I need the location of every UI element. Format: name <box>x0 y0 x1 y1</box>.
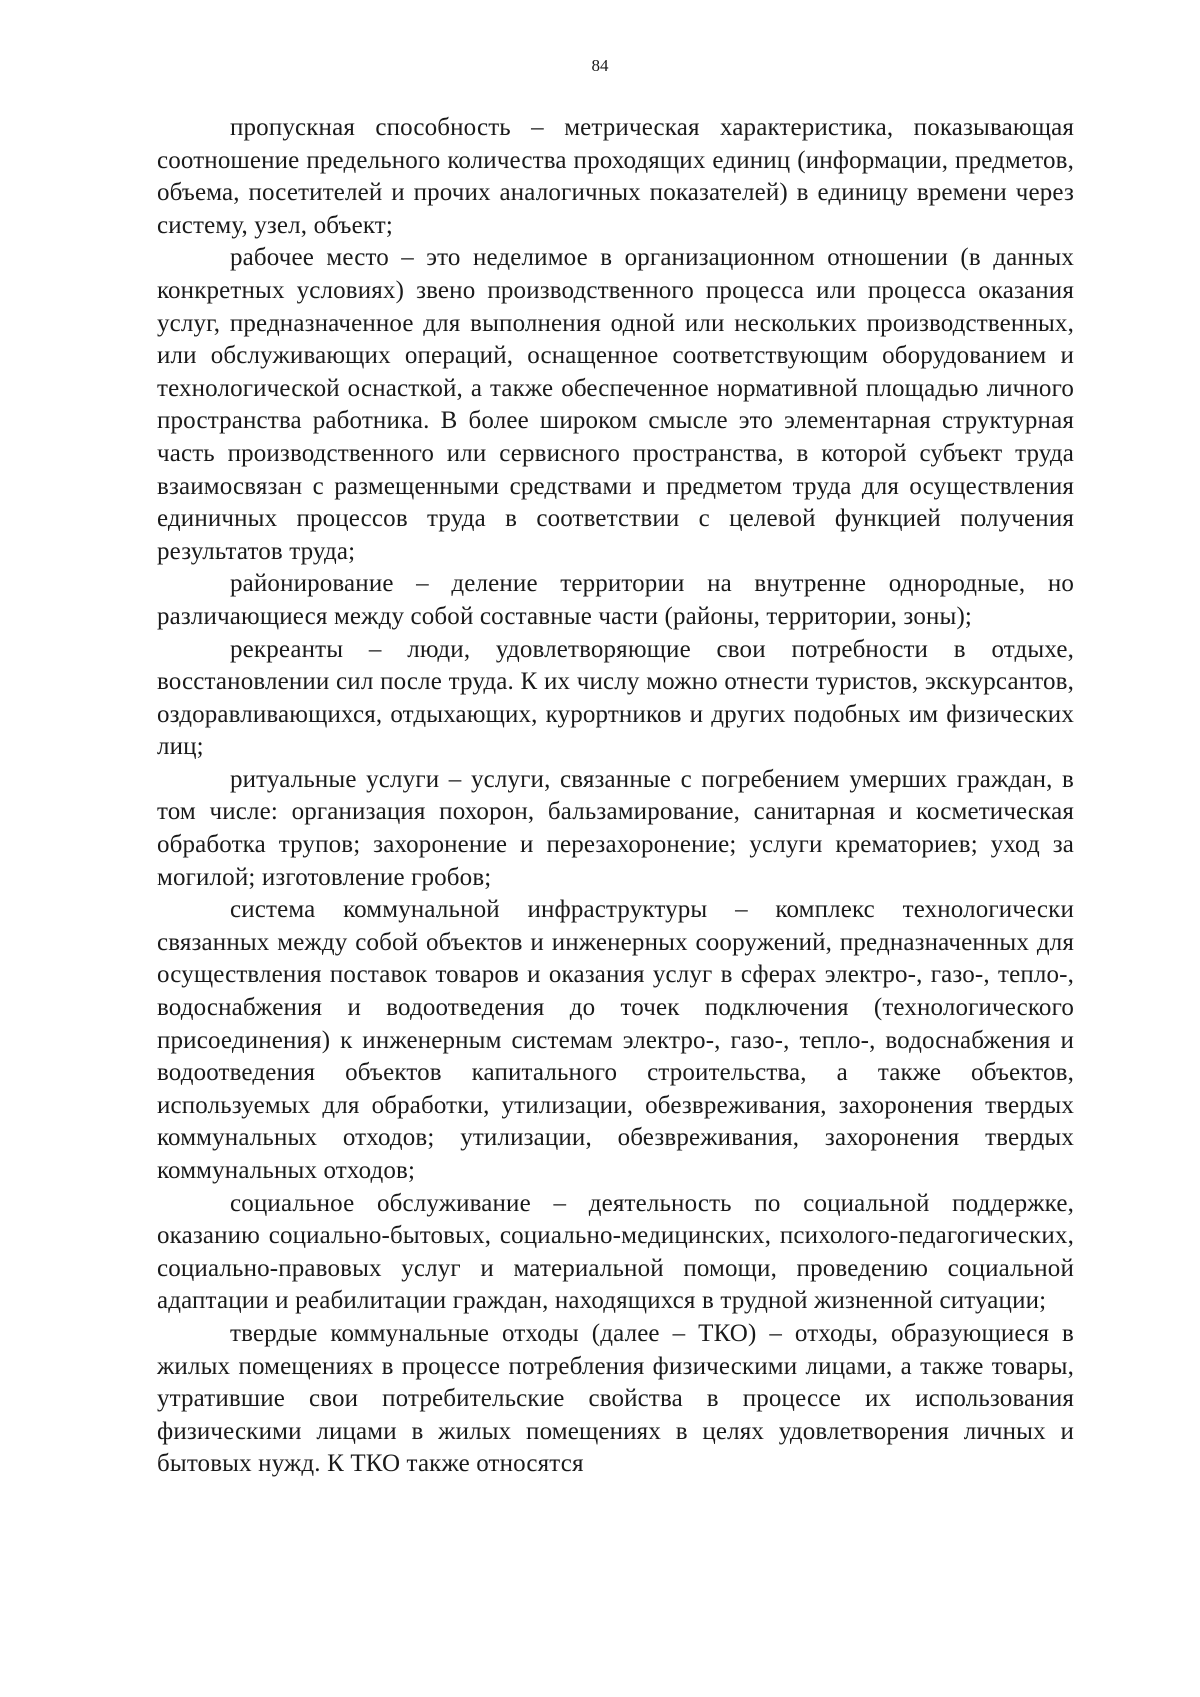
definition-throughput-capacity: пропускная способность – метрическая характеристика, показывающая соотношение предельного количества проходящих единиц (информации, предметов, объема, посетителей и прочих аналогичных показателей) в единицу времени через систему, узел, объект; <box>157 114 1074 239</box>
definition-workplace: рабочее место – это неделимое в организационном отношении (в данных конкретных условиях) звено производственного процесса или процесса оказания услуг, предназначенное для выполнения одной или нескольких производственных, или обслуживающих операций, оснащенное соответствующим оборудованием и технологической оснасткой, а также обеспеченное нормативной площадью личного пространства работника. В более широком смысле это элементарная структурная часть производственного или сервисного пространства, в которой субъект труда взаимосвязан с размещенными средствами и предметом труда для осуществления единичных процессов труда в соответствии с целевой функцией получения результатов труда; <box>157 244 1074 565</box>
definition-zoning: районирование – деление территории на внутренне однородные, но различающиеся между собой составные части (районы, территории, зоны); <box>157 570 1074 630</box>
definition-municipal-solid-waste: твердые коммунальные отходы (далее – ТКО) – отходы, образующиеся в жилых помещениях в процессе потребления физическими лицами, а также товары, утратившие свои потребительские свойства в процессе их использования физическими лицами в жилых помещениях в целях удовлетворения личных и бытовых нужд. К ТКО также относятся <box>157 1319 1074 1478</box>
definition-recreants: рекреанты – люди, удовлетворяющие свои потребности в отдыхе, восстановлении сил после труда. К их числу можно отнести туристов, экскурсантов, оздоравливающихся, отдыхающих, курортников и других подобных им физических лиц; <box>157 635 1074 761</box>
definition-social-services: социальное обслуживание – деятельность по социальной поддержке, оказанию социально-бытовых, социально-медицинских, психолого-педагогических, социально-правовых услуг и материальной помощи, проведению социальной адаптации и реабилитации граждан, находящихся в трудной жизненной ситуации; <box>157 1189 1074 1315</box>
glossary-body <box>157 112 1074 1481</box>
definition-funeral-services: ритуальные услуги – услуги, связанные с погребением умерших граждан, в том числе: организация похорон, бальзамирование, санитарная и косметическая обработка трупов; захоронение и перезахоронение; услуги крематориев; уход за могилой; изготовление гробов; <box>157 765 1074 891</box>
definition-utility-infrastructure-system: система коммунальной инфраструктуры – комплекс технологически связанных между собой объектов и инженерных сооружений, предназначенных для осуществления поставок товаров и оказания услуг в сферах электро-, газо-, тепло-, водоснабжения и водоотведения до точек подключения (технологического присоединения) к инженерным системам электро-, газо-, тепло-, водоснабжения и водоотведения объектов капитального строительства, а также объектов, используемых для обработки, утилизации, обезвреживания, захоронения твердых коммунальных отходов; утилизации, обезвреживания, захоронения твердых коммунальных отходов; <box>157 896 1074 1184</box>
page-number: 84 <box>591 56 609 75</box>
